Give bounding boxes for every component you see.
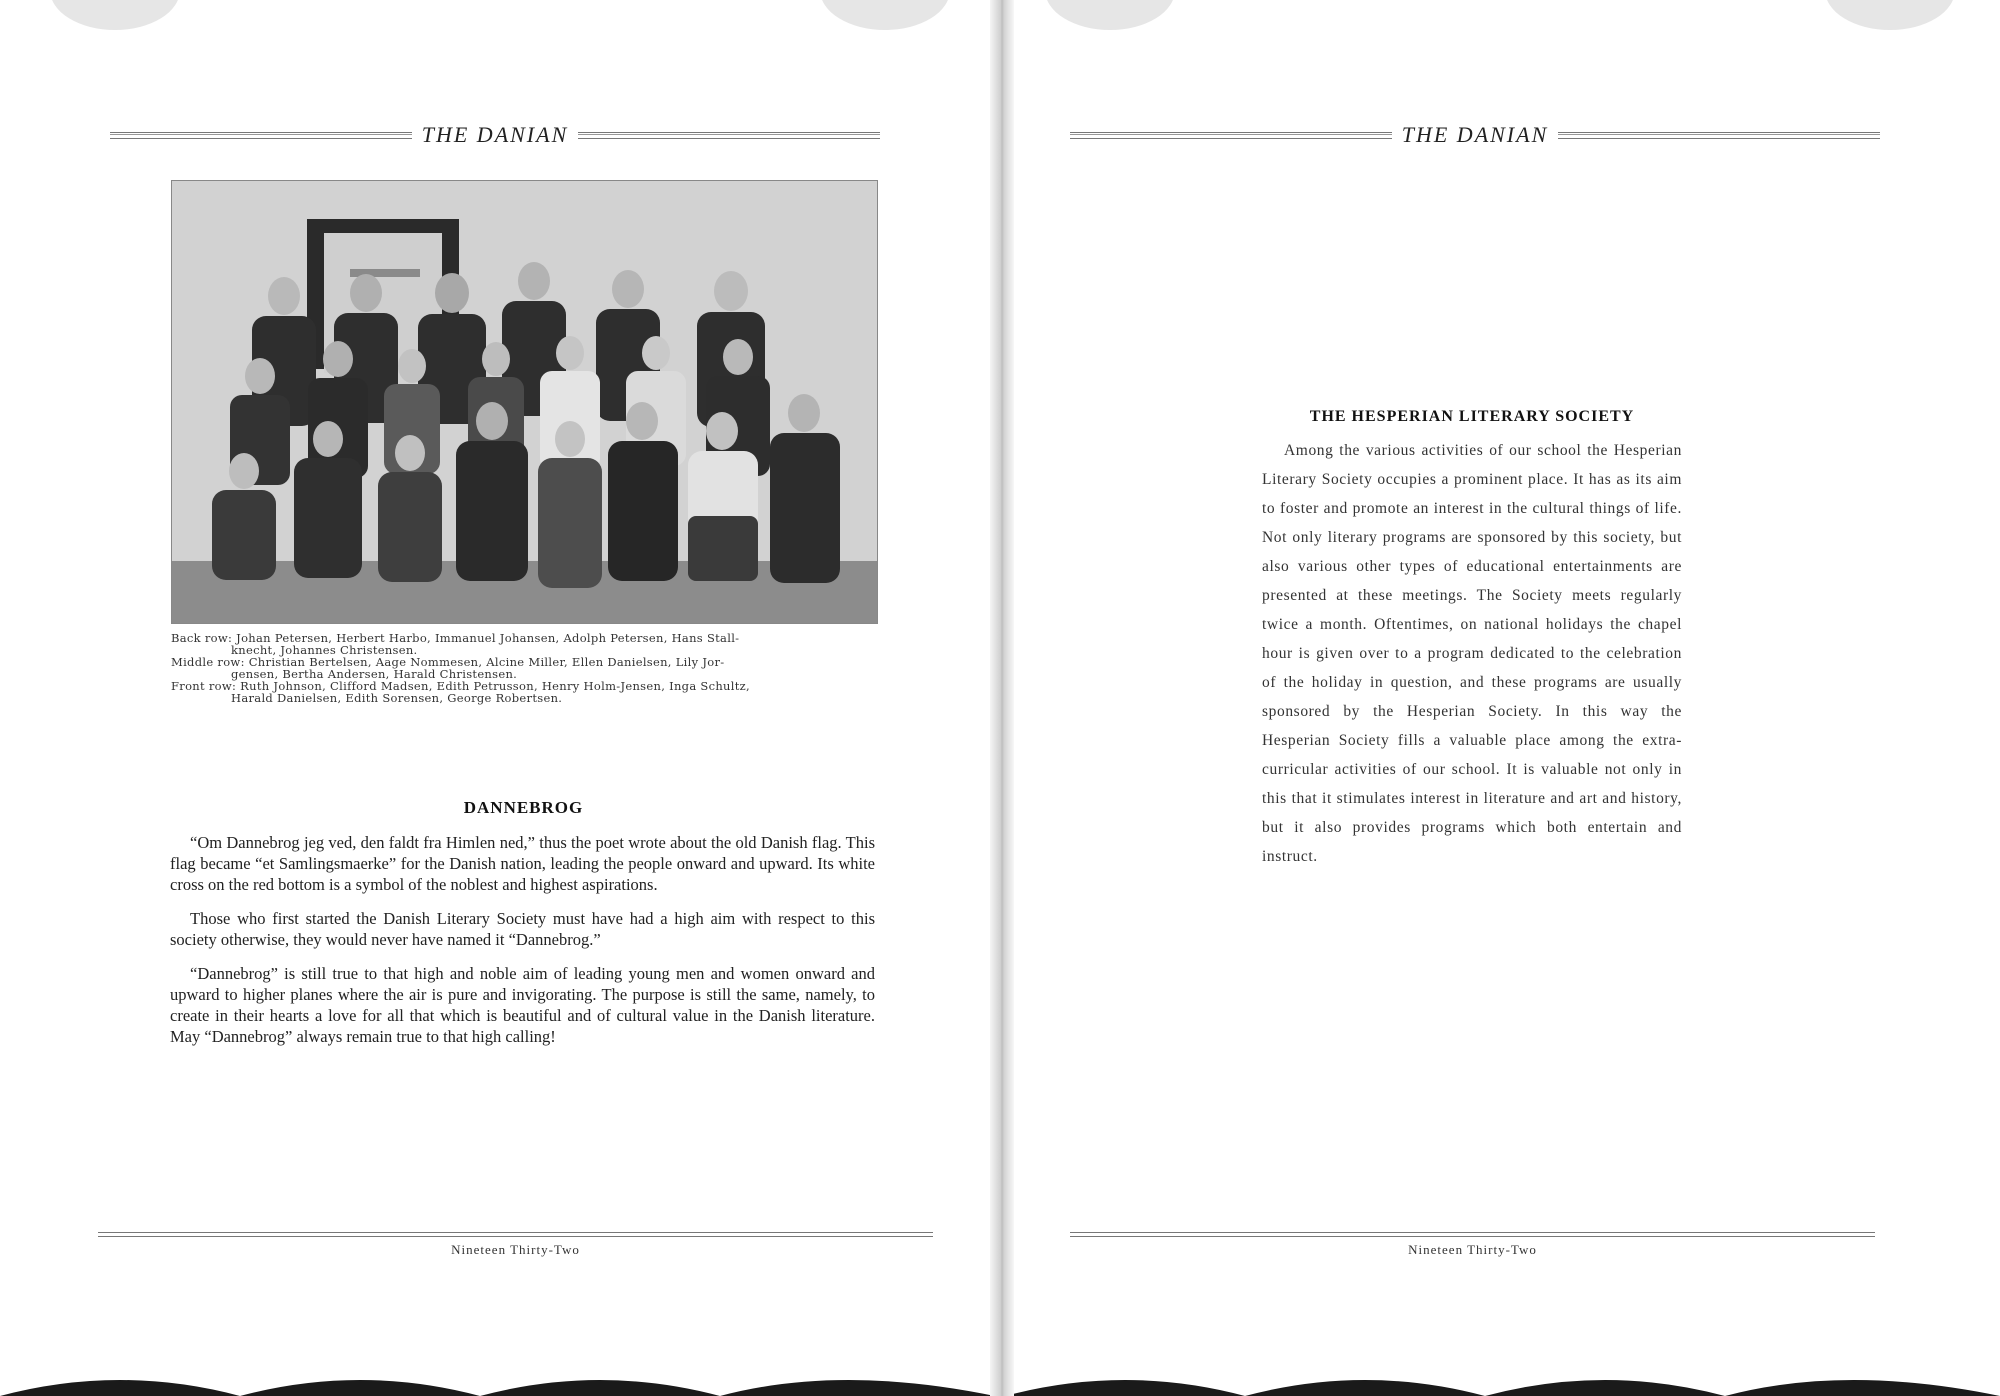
caption-back-row-cont: knecht, Johannes Christensen. — [231, 643, 418, 657]
article-paragraph: “Dannebrog” is still true to that high and noble aim of leading young men and women onward and upward to higher planes where the air is pure and invigorating. The purpose is still the same, namely, to create in their hearts a love for all that which is beautiful and of cultural value in the Danish literature. May “Dannebrog” always remain true to that high calling! — [170, 964, 875, 1046]
dannebrog-heading: DANNEBROG — [463, 798, 584, 817]
article-paragraph: Those who first started the Danish Literary Society must have had a high aim with respect to this society otherwise, they would never have named it “Dannebrog.” — [170, 909, 875, 949]
header-rule — [1070, 132, 1392, 139]
left-page-header — [110, 120, 880, 150]
group-photo-illustration — [172, 181, 877, 623]
dannebrog-article — [170, 832, 875, 1060]
caption-middle-row: Middle row: Christian Bertelsen, Aage Nommesen, Alcine Miller, Ellen Danielsen, Lily Jor- — [171, 655, 725, 669]
header-rule — [578, 132, 880, 139]
hesperian-article — [1262, 436, 1682, 871]
right-page-header — [1070, 120, 1880, 150]
caption-front-row-cont: Harald Danielsen, Edith Sorensen, George Robertsen. — [231, 691, 563, 705]
page-notch — [1825, 0, 1955, 30]
header-rule — [110, 132, 412, 139]
hesperian-heading: THE HESPERIAN LITERARY SOCIETY — [1309, 408, 1635, 425]
page-notch — [820, 0, 950, 30]
page-notch — [1045, 0, 1175, 30]
photo-caption — [171, 632, 876, 704]
page-edge — [1005, 1364, 2000, 1396]
article-paragraph: Among the various activities of our school the Hesperian Literary Society occupies a prominent place. It has as its aim to foster and promote an interest in the cultural things of life. Not only literary programs are sponsored by this society, but also various other types of educational entertainments are presented at these meetings. The Society meets regularly twice a month. Oftentimes, on national holidays the chapel hour is given over to a program dedicated to the celebration of the holiday in question, and these programs are usually sponsored by the Hesperian Society. In this way the Hesperian Society fills a valuable place among the extra-curricular activities of our school. It is valuable not only in this that it stimulates interest in literature and art and history, but it also provides programs which both entertain and instruct. — [1262, 442, 1682, 865]
right-running-title: THE DANIAN — [1401, 122, 1549, 147]
page-notch — [50, 0, 180, 30]
book-gutter — [990, 0, 1014, 1396]
header-rule — [1558, 132, 1880, 139]
caption-front-row: Front row: Ruth Johnson, Clifford Madsen, Edith Petrusson, Henry Holm-Jensen, Inga Schultz, — [171, 679, 750, 693]
page-edge — [0, 1364, 995, 1396]
left-footer-text: Nineteen Thirty-Two — [451, 1242, 580, 1257]
left-running-title: THE DANIAN — [421, 122, 569, 147]
right-footer-text: Nineteen Thirty-Two — [1408, 1242, 1537, 1257]
caption-middle-row-cont: gensen, Bertha Andersen, Harald Christensen. — [231, 667, 518, 681]
group-photo — [171, 180, 878, 624]
article-paragraph: “Om Dannebrog jeg ved, den faldt fra Himlen ned,” thus the poet wrote about the old Danish flag. This flag became “et Samlingsmaerke” for the Danish nation, leading the people onward and upward. Its white cross on the red bottom is a symbol of the noblest and highest aspirations. — [170, 833, 875, 894]
left-page — [0, 0, 995, 1396]
caption-back-row: Back row: Johan Petersen, Herbert Harbo, Immanuel Johansen, Adolph Petersen, Hans Stall- — [171, 631, 740, 645]
